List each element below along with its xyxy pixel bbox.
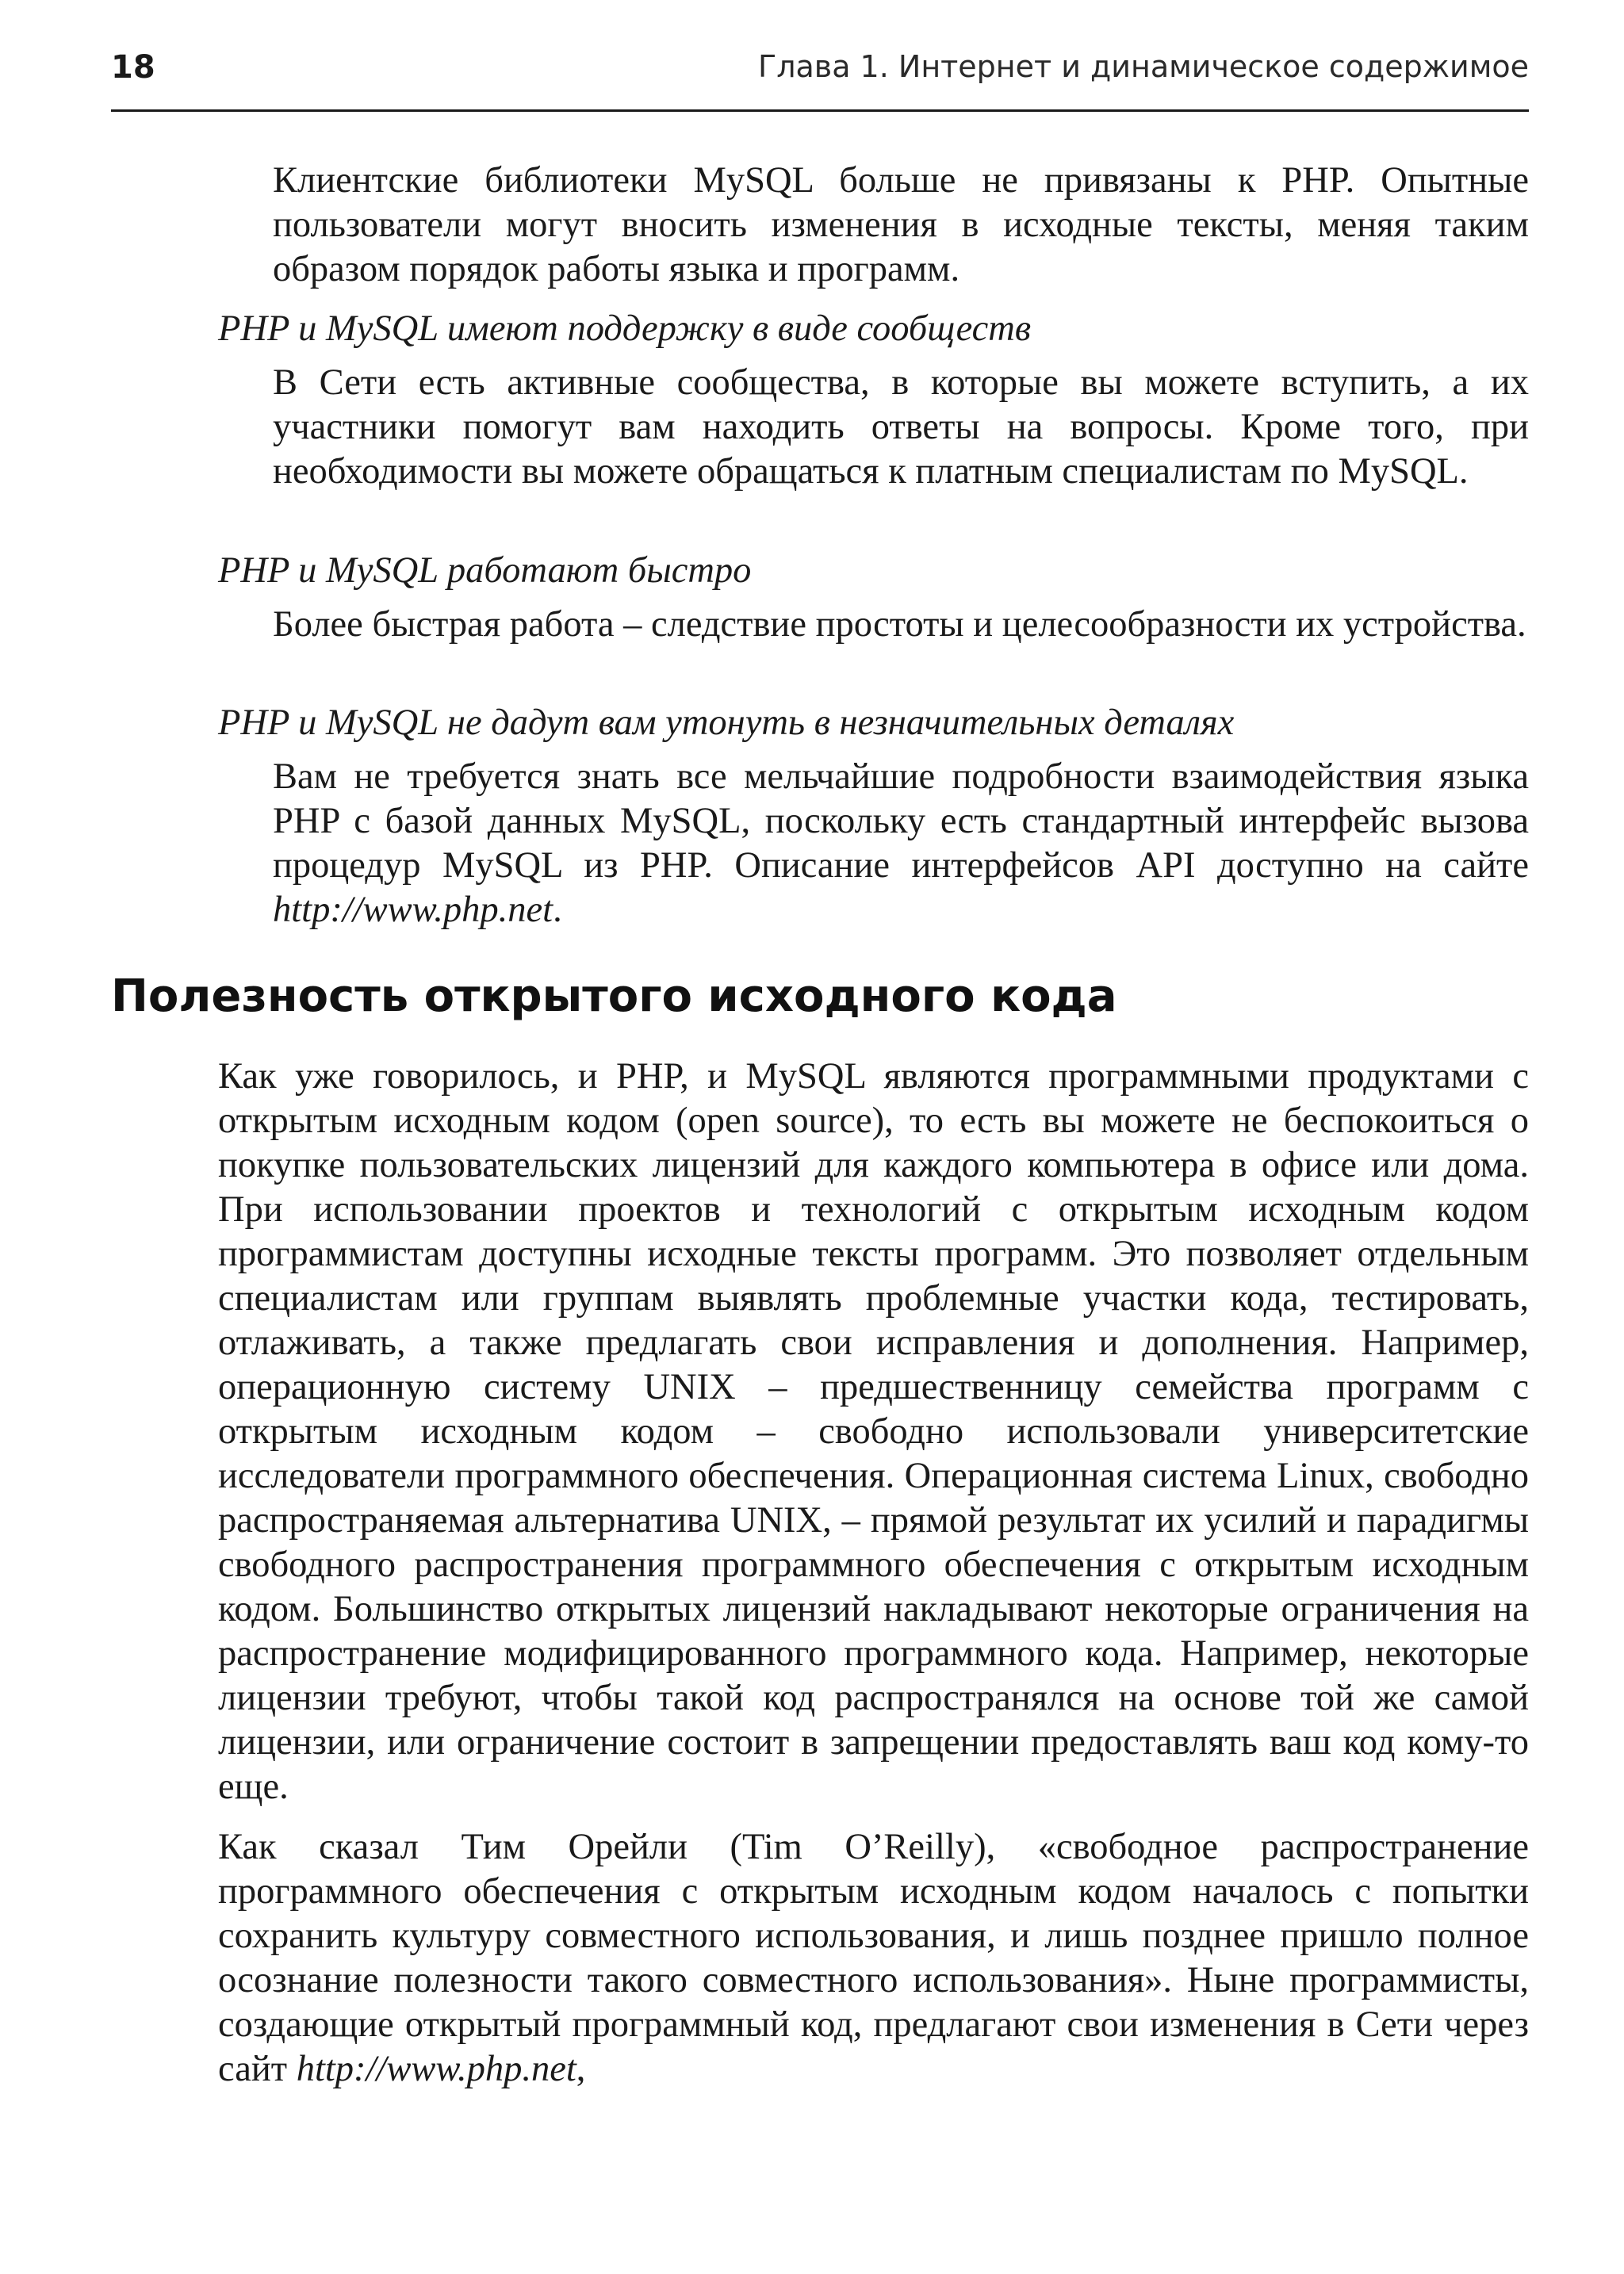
section-heading: Полезность открытого исходного кода bbox=[111, 970, 1117, 1022]
oreilly-paragraph-end: , bbox=[576, 2049, 586, 2089]
definition-text-fast: Более быстрая работа – следствие простоты и целесообразности их устройства. bbox=[273, 604, 1526, 645]
page-header bbox=[111, 46, 1529, 112]
definition-text-details-end: . bbox=[553, 890, 562, 930]
definition-term-details: PHP и MySQL не дадут вам утонуть в незначительных деталях bbox=[218, 702, 1235, 743]
page-number: 18 bbox=[111, 49, 155, 86]
definition-text-details-body: Вам не требуется знать все мельчайшие подробности взаимодействия языка PHP с базой данных MySQL, поскольку есть стандартный интерфейс вызова процедур MySQL из PHP. Описание интерфейсов API доступно на сайте bbox=[273, 756, 1529, 886]
definition-text-details bbox=[273, 755, 1529, 932]
section-body bbox=[218, 1055, 1529, 2092]
definition-text-mysql-libraries: Клиентские библиотеки MySQL больше не привязаны к PHP. Опытные пользователи могут вносить изменения в исходные тексты, меняя таким образом порядок работы языка и программ. bbox=[273, 160, 1529, 289]
oreilly-paragraph-text: Как сказал Тим Орейли (Tim O’Reilly), «свободное распространение программного обеспечения с открытым исходным кодом началось с попытки сохранить культуру совместного использования, и лишь позднее пришло полное осознание полезности такого совместного использования». Ныне программисты, создающие открытый программный код, предлагают свои изменения в Сети через сайт bbox=[218, 1827, 1529, 2089]
php-net-link-2[interactable]: http://www.php.net bbox=[296, 2049, 576, 2089]
definition-text-community: В Сети есть активные сообщества, в которые вы можете вступить, а их участники помогут вам находить ответы на вопросы. Кроме того, при необходимости вы можете обращаться к платным специалистам по MySQL. bbox=[273, 362, 1529, 492]
definition-term-community: PHP и MySQL имеют поддержку в виде сообществ bbox=[218, 308, 1031, 349]
php-net-link[interactable]: http://www.php.net bbox=[273, 890, 553, 930]
definition-term-fast: PHP и MySQL работают быстро bbox=[218, 550, 752, 591]
open-source-paragraph: Как уже говорилось, и PHP, и MySQL являются программными продуктами с открытым исходным кодом (open source), то есть вы можете не беспокоиться о покупке пользовательских лицензий для каждого компьютера в офисе или дома. При использовании проектов и технологий с открытым исходным кодом программистам доступны исходные тексты программ. Это позволяет отдельным специалистам или группам выявлять проблемные участки кода, тестировать, отлаживать, а также предлагать свои исправления и дополнения. Например, операционную систему UNIX – предшественницу семейства программ с открытым исходным кодом – свободно использовали университетские исследователи программного обеспечения. Операционная система Linux, свободно распространяемая альтернатива UNIX, – прямой результат их усилий и парадигмы свободного распространения программного обеспечения с открытым исходным кодом. Большинство открытых лицензий накладывают некоторые ограничения на распространение модифицированного программного кода. Например, некоторые лицензии требуют, чтобы такой код распространялся на основе той же самой лицензии, или ограничение состоит в запрещении предоставлять ваш код кому-то еще. bbox=[218, 1056, 1529, 1807]
oreilly-paragraph bbox=[218, 1825, 1529, 2092]
running-head: Глава 1. Интернет и динамическое содержимое bbox=[758, 49, 1529, 84]
